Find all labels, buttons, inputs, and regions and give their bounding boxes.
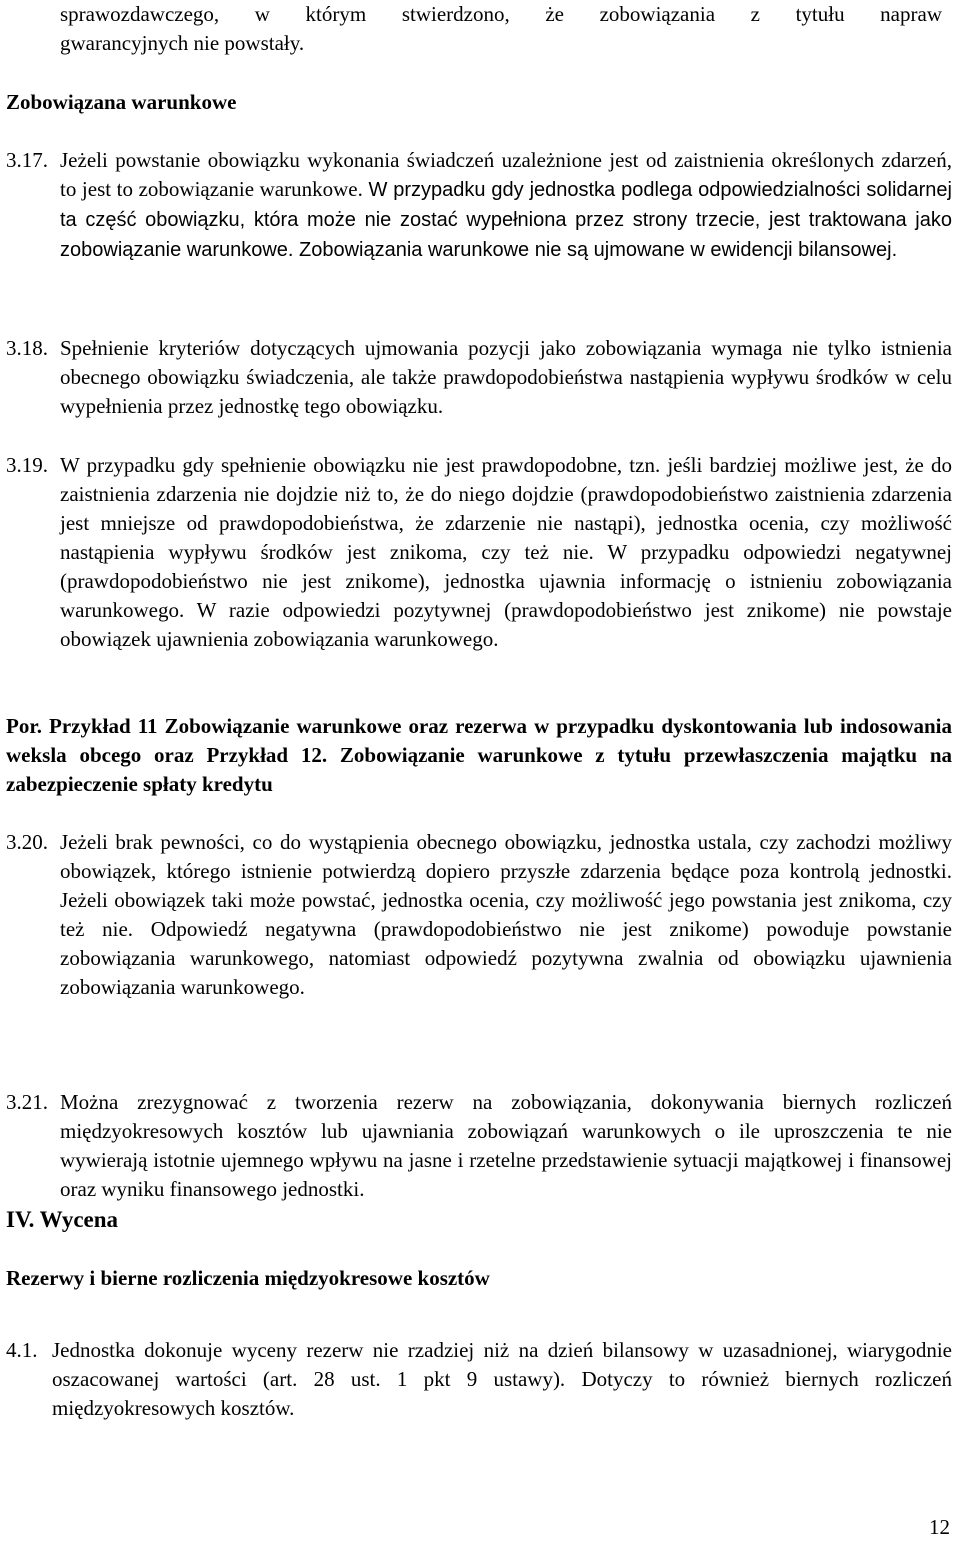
paragraph-3-18	[6, 334, 952, 421]
reference-prefix: Por.	[6, 714, 42, 738]
paragraph-number: 3.20.	[6, 830, 48, 854]
section-title: IV. Wycena	[6, 1207, 119, 1232]
paragraph-number: 3.18.	[6, 336, 48, 360]
paragraph-body: Spełnienie kryteriów dotyczących ujmowania pozycji jako zobowiązania wymaga nie tylko istnienia obecnego obowiązku świadczenia, ale także prawdopodobieństwa nastąpienia wypływu środków w celu wypełnienia przez jednostkę tego obowiązku.	[60, 336, 952, 418]
paragraph-number: 3.17.	[6, 148, 48, 172]
paragraph-body: Jednostka dokonuje wyceny rezerw nie rzadziej niż na dzień bilansowy w uzasadnionej, wiarygodnie oszacowanej wartości (art. 28 ust. 1 pkt 9 ustawy). Dotyczy to również biernych rozliczeń międzyokresowych kosztów.	[52, 1338, 952, 1420]
reference-text: Przykład 11 Zobowiązanie warunkowe oraz rezerwa w przypadku dyskontowania lub indosowania weksla obcego oraz Przykład 12. Zobowiązanie warunkowe z tytułu przewłaszczenia majątku na zabezpieczenie spłaty kredytu	[6, 714, 952, 796]
paragraph-body: W przypadku gdy spełnienie obowiązku nie jest prawdopodobne, tzn. jeśli bardziej możliwe jest, że do zaistnienia zdarzenia nie dojdzie niż to, że do niego dojdzie (prawdopodobieństwo zaistnienia zdarzenia jest mniejsze od prawdopodobieństwa, że zdarzenie nie nastąpi), jednostka ocenia, czy możliwość nastąpienia wypływu środków jest znikoma, czy też nie. W przypadku odpowiedzi negatywnej (prawdopodobieństwo nie jest znikome), jednostka ujawnia informację o istnieniu zobowiązania warunkowego. W razie odpowiedzi pozytywnej (prawdopodobieństwo jest znikome) nie powstaje obowiązek ujawnienia zobowiązania warunkowego.	[60, 453, 952, 651]
intro-line-2: gwarancyjnych nie powstały.	[60, 31, 305, 55]
paragraph-body	[60, 146, 952, 265]
heading-contingent: Zobowiązana warunkowe	[6, 90, 237, 114]
paragraph-3-21	[6, 1088, 952, 1204]
paragraph-number: 3.21.	[6, 1090, 48, 1114]
paragraph-body: Można zrezygnować z tworzenia rezerw na zobowiązania, dokonywania biernych rozliczeń międzyokresowych kosztów lub ujawniania zobowiązań warunkowych o ile uproszczenia te nie wywierają istotnie ujemnego wpływu na jasne i rzetelne przedstawienie sytuacji majątkowej i finansowej oraz wyniku finansowego jednostki.	[60, 1090, 952, 1201]
intro-line-1: sprawozdawczego, w którym stwierdzono, że zobowiązania z tytułu napraw	[60, 2, 942, 26]
paragraph-3-17	[6, 146, 952, 265]
paragraph-body: Jeżeli brak pewności, co do wystąpienia obecnego obowiązku, jednostka ustala, czy zachodzi możliwy obowiązek, którego istnienie potwierdzą dopiero przyszłe zdarzenia będące poza kontrolą jednostki. Jeżeli obowiązek taki może powstać, jednostka ocenia, czy możliwość jego powstania jest znikoma, czy też nie. Odpowiedź negatywna (prawdopodobieństwo nie jest znikome) powoduje powstanie zobowiązania warunkowego, natomiast odpowiedź pozytywna zwalnia od obowiązku ujawnienia zobowiązania warunkowego.	[60, 830, 952, 999]
paragraph-4-1	[6, 1336, 952, 1423]
paragraph-number: 4.1.	[6, 1338, 38, 1362]
paragraph-3-19	[6, 451, 952, 654]
intro-paragraph	[60, 0, 942, 58]
paragraph-number: 3.19.	[6, 453, 48, 477]
paragraph-3-20	[6, 828, 952, 1002]
paragraph-text-sans: W przypadku gdy jednostka podlega odpowiedzialności solidarnej ta część obowiązku, która może nie zostać wypełniona przez strony trzecie, jest traktowana jako zobowiązanie warunkowe. Zobowiązania warunkowe nie są ujmowane w ewidencji bilansowej.	[60, 179, 952, 261]
paragraph-text-serif: Jeżeli powstanie obowiązku wykonania świadczeń uzależnione jest od zaistnienia określonych zdarzeń, to jest to zobowiązanie warunkowe.	[60, 148, 952, 201]
subsection-title: Rezerwy i bierne rozliczenia międzyokresowe kosztów	[6, 1266, 490, 1290]
reference-note	[6, 712, 952, 799]
page-number: 12	[929, 1515, 950, 1539]
